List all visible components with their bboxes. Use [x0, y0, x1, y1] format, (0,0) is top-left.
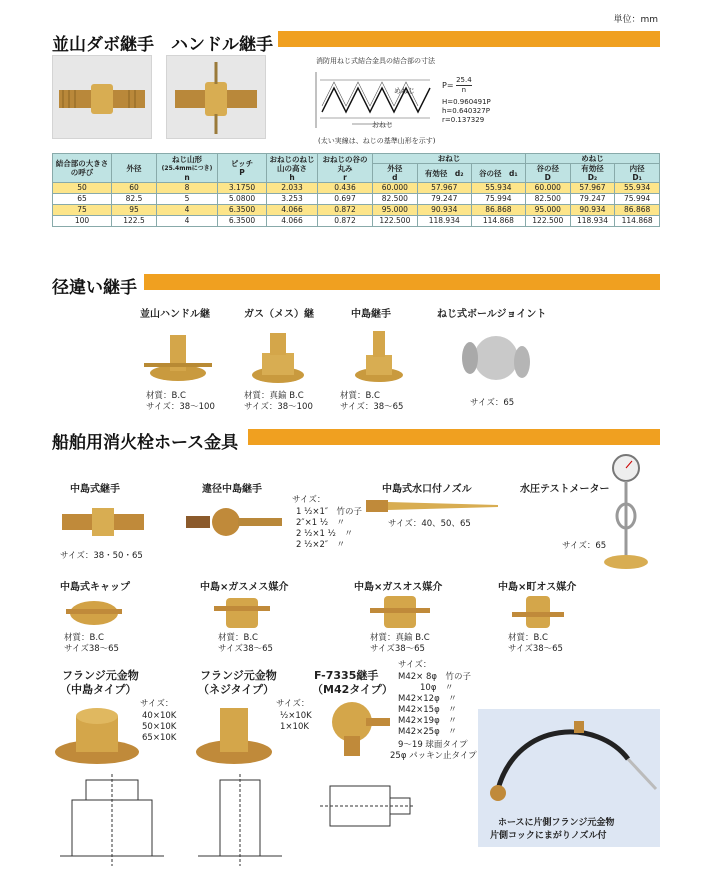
table-row — [53, 183, 660, 194]
section-bar — [144, 274, 660, 290]
table-cell: 60.000 — [373, 183, 418, 194]
f7335-size-line: M42×15φ 〃 — [398, 705, 457, 715]
table-cell: 86.868 — [615, 205, 660, 216]
photo-f7335-coupling — [318, 696, 392, 762]
product-material: 材質：B.C — [146, 391, 186, 401]
reducer-size-line: 2″×1 ½ 〃 — [296, 518, 346, 528]
product-size: サイズ：38～100 — [244, 402, 313, 412]
header-threads-label: ねじ山形 — [172, 154, 202, 164]
flange-size-line: ½×10K — [280, 711, 312, 721]
table-cell: 55.934 — [471, 183, 525, 194]
photo-gas-female-adapter — [212, 592, 272, 632]
product-size: サイズ38～65 — [508, 644, 563, 654]
hose-caption-2: 片側コックにまがりノズル付 — [490, 831, 607, 841]
photo-dabo-coupling — [52, 55, 152, 139]
photo-reducer-coupling — [182, 500, 286, 544]
table-cell: 122.500 — [373, 216, 418, 227]
table-cell: 90.934 — [417, 205, 471, 216]
f7335-size-label: サイズ： — [398, 660, 432, 670]
drawing-flange-thread — [190, 770, 290, 870]
product-material: 材質：B.C — [340, 391, 380, 401]
product-name: 中島×ガスオス媒介 — [354, 582, 443, 593]
table-cell: 57.967 — [570, 183, 615, 194]
header-pitch — [218, 154, 267, 183]
header-size: 結合部の大きさの呼び — [53, 154, 112, 183]
table-cell: 75.994 — [471, 194, 525, 205]
header-height-h: h — [289, 172, 295, 182]
header-f-in-sym: D₁ — [632, 173, 642, 182]
formula-p — [442, 76, 472, 95]
table-cell: 6.3500 — [218, 205, 267, 216]
formula-p-num: 25.4 — [456, 76, 472, 84]
f7335-size-line: 10φ 〃 — [420, 683, 454, 693]
f7335-size-line: M42×25φ 〃 — [398, 727, 457, 737]
header-m-root: 谷の径 d₁ — [471, 164, 525, 183]
label-male-thread: おねじ — [372, 121, 393, 129]
flange-size-line: 65×10K — [142, 733, 177, 743]
product-name: 違径中島継手 — [202, 484, 262, 495]
photo-flange-thread — [192, 696, 276, 766]
header-f-in — [615, 164, 660, 183]
product-material: 材質：B.C — [508, 633, 548, 643]
spec-table-body — [53, 183, 660, 227]
header-female: めねじ — [525, 154, 659, 164]
product-size: サイズ38～65 — [218, 644, 273, 654]
header-threads-sub: (25.4mmにつき) — [161, 164, 213, 172]
product-name: 中島式キャップ — [60, 582, 130, 593]
photo-hose-assembly — [478, 709, 660, 809]
table-cell: 0.872 — [318, 216, 373, 227]
table-cell: 82.500 — [525, 194, 570, 205]
table-cell: 75 — [53, 205, 112, 216]
header-m-od-sym: d — [392, 173, 398, 182]
drawing-flange-nakajima — [52, 770, 172, 870]
table-cell: 60 — [112, 183, 157, 194]
product-name: フランジ元金物 — [200, 669, 277, 682]
table-cell: 8 — [157, 183, 218, 194]
photo-nozzle — [362, 494, 502, 518]
table-header-row — [53, 154, 660, 164]
product-size: サイズ38～65 — [64, 644, 119, 654]
product-name: 中島×ガスメス媒介 — [200, 582, 289, 593]
reducer-size-line: 1 ½×1″ 竹の子 — [296, 507, 363, 517]
table-cell: 4 — [157, 216, 218, 227]
header-pitch-label: ピッチ — [230, 159, 254, 168]
header-f-root-sym: D — [544, 173, 551, 182]
product-name-sub: （中島タイプ） — [60, 683, 137, 696]
header-m-od-label: 外径 — [387, 164, 403, 173]
table-cell: 4.066 — [267, 216, 318, 227]
flange-size-line: 50×10K — [142, 722, 177, 732]
table-cell: 3.253 — [267, 194, 318, 205]
table-cell: 95.000 — [373, 205, 418, 216]
product-name: ガス（メス）継 — [244, 309, 314, 320]
product-name: ねじ式ボールジョイント — [437, 309, 547, 320]
product-name: 中島×町オス媒介 — [498, 582, 577, 593]
table-cell: 60.000 — [525, 183, 570, 194]
product-material: 材質：真鍮 B.C — [370, 633, 430, 643]
header-f-root — [525, 164, 570, 183]
f7335-size-line: M42× 8φ 竹の子 — [398, 672, 471, 682]
product-name: 中島式水口付ノズル — [382, 484, 472, 495]
table-cell: 79.247 — [570, 194, 615, 205]
table-cell: 50 — [53, 183, 112, 194]
reducer-size-line: 2 ½×2″ 〃 — [296, 540, 346, 550]
table-cell: 6.3500 — [218, 216, 267, 227]
product-size: サイズ：65 — [470, 398, 515, 408]
formula-p-label: P= — [442, 81, 454, 90]
hose-caption-1: ホースに片側フランジ元金物 — [498, 818, 615, 828]
formula-r: r=0.137329 — [442, 116, 485, 124]
product-name: 並山ハンドル継 — [140, 309, 210, 320]
formula-p-den: n — [461, 86, 467, 94]
f7335-size-line: M42×12φ 〃 — [398, 694, 457, 704]
table-cell: 90.934 — [570, 205, 615, 216]
dabo-coupling-image — [53, 56, 151, 138]
table-cell: 0.872 — [318, 205, 373, 216]
formula-h: H=0.960491P — [442, 98, 491, 106]
hose-assembly-panel — [478, 709, 660, 847]
table-cell: 95 — [112, 205, 157, 216]
header-threads — [157, 154, 218, 183]
product-material: 材質：真鍮 B.C — [244, 391, 304, 401]
table-cell: 79.247 — [417, 194, 471, 205]
spec-table — [52, 153, 660, 227]
section-title-coupling: 並山ダボ継手 ハンドル継手 — [52, 35, 273, 55]
header-pitch-p: P — [239, 168, 245, 177]
table-cell: 57.967 — [417, 183, 471, 194]
photo-cap — [64, 593, 124, 629]
photo-gas-reducer — [240, 325, 316, 385]
reducer-size-line: 2 ½×1 ½ 〃 — [296, 529, 353, 539]
photo-nakajima-coupling — [58, 498, 148, 544]
photo-handle-coupling — [166, 55, 266, 139]
table-cell: 86.868 — [471, 205, 525, 216]
product-size: サイズ：65 — [562, 541, 607, 551]
photo-gas-male-adapter — [368, 592, 432, 632]
table-cell: 82.500 — [373, 194, 418, 205]
product-name-sub: （M42タイプ） — [312, 683, 393, 696]
header-m-od — [373, 164, 418, 183]
table-cell: 55.934 — [615, 183, 660, 194]
table-cell: 4 — [157, 205, 218, 216]
header-round-label: おねじの谷の丸み — [322, 154, 368, 173]
table-row — [53, 205, 660, 216]
section-title-reducer: 径違い継手 — [52, 278, 137, 298]
header-height — [267, 154, 318, 183]
product-material: 材質：B.C — [64, 633, 104, 643]
photo-ball-joint — [456, 322, 538, 392]
diagram-caption-top: 消防用ねじ式結合金具の結合部の寸法 — [316, 57, 435, 65]
table-cell: 122.5 — [112, 216, 157, 227]
flange-size-line: 40×10K — [142, 711, 177, 721]
section-bar — [278, 31, 660, 47]
table-cell: 114.868 — [471, 216, 525, 227]
handle-coupling-image — [167, 56, 265, 138]
table-cell: 118.934 — [570, 216, 615, 227]
header-od: 外径 — [112, 154, 157, 183]
flange-size-label: サイズ： — [276, 699, 310, 709]
f7335-size-line: M42×19φ 〃 — [398, 716, 457, 726]
product-material: 材質：B.C — [218, 633, 258, 643]
reducer-size-label: サイズ： — [292, 495, 326, 505]
header-round-r: r — [343, 172, 347, 182]
header-f-eff-label: 有効径 — [581, 164, 604, 173]
table-cell: 3.1750 — [218, 183, 267, 194]
table-cell: 4.066 — [267, 205, 318, 216]
product-name-sub: （ネジタイプ） — [198, 683, 275, 696]
drawing-f7335 — [316, 770, 416, 850]
header-height-label: おねじのねじ山の高さ — [269, 154, 315, 173]
section-title-marine: 船舶用消火栓ホース金具 — [52, 433, 239, 453]
table-cell: 75.994 — [615, 194, 660, 205]
product-size: サイズ：38～100 — [146, 402, 215, 412]
table-cell: 2.033 — [267, 183, 318, 194]
diagram-caption-bottom: (太い実線は、ねじの基準山形を示す) — [318, 137, 436, 145]
header-f-root-label: 谷の径 — [536, 164, 560, 173]
photo-flange-nakajima — [52, 696, 142, 766]
f7335-size-line: 9～19 球面タイプ — [398, 740, 468, 750]
unit-label: 単位：mm — [613, 15, 658, 25]
flange-size-label: サイズ： — [140, 699, 174, 709]
table-cell: 5 — [157, 194, 218, 205]
product-name: F-7335継手 — [314, 669, 379, 682]
table-cell: 114.868 — [615, 216, 660, 227]
product-name: 中島式継手 — [70, 484, 120, 495]
table-cell: 118.934 — [417, 216, 471, 227]
table-cell: 0.436 — [318, 183, 373, 194]
formula-hs: h=0.640327P — [442, 107, 490, 115]
table-cell: 95.000 — [525, 205, 570, 216]
header-round — [318, 154, 373, 183]
header-f-in-label: 内径 — [629, 164, 645, 173]
product-size: サイズ：38～65 — [340, 402, 404, 412]
product-name: 中島継手 — [351, 309, 391, 320]
header-f-eff-sym: D₂ — [587, 173, 598, 182]
header-male: おねじ — [373, 154, 526, 164]
product-name: フランジ元金物 — [62, 669, 139, 682]
photo-pressure-meter — [596, 452, 652, 576]
flange-size-line: 1×10K — [280, 722, 309, 732]
product-size: サイズ：40、50、65 — [388, 519, 471, 529]
photo-town-male-adapter — [508, 592, 568, 632]
product-size: サイズ：38・50・65 — [60, 551, 143, 561]
photo-nakajima-reducer — [344, 325, 414, 385]
table-cell: 65 — [53, 194, 112, 205]
table-cell: 5.0800 — [218, 194, 267, 205]
table-cell: 122.500 — [525, 216, 570, 227]
table-cell: 82.5 — [112, 194, 157, 205]
photo-handle-reducer — [140, 325, 216, 385]
product-name: 水圧テストメーター — [520, 484, 610, 495]
f7335-size-line: 25φ パッキン止タイプ — [390, 751, 477, 761]
header-m-eff: 有効径 d₂ — [417, 164, 471, 183]
table-cell: 100 — [53, 216, 112, 227]
table-row — [53, 216, 660, 227]
table-row — [53, 194, 660, 205]
header-f-eff — [570, 164, 615, 183]
label-female-thread: めねじ — [394, 87, 415, 95]
product-size: サイズ38～65 — [370, 644, 425, 654]
section-bar — [248, 429, 660, 445]
header-threads-n: n — [184, 172, 190, 182]
table-cell: 0.697 — [318, 194, 373, 205]
